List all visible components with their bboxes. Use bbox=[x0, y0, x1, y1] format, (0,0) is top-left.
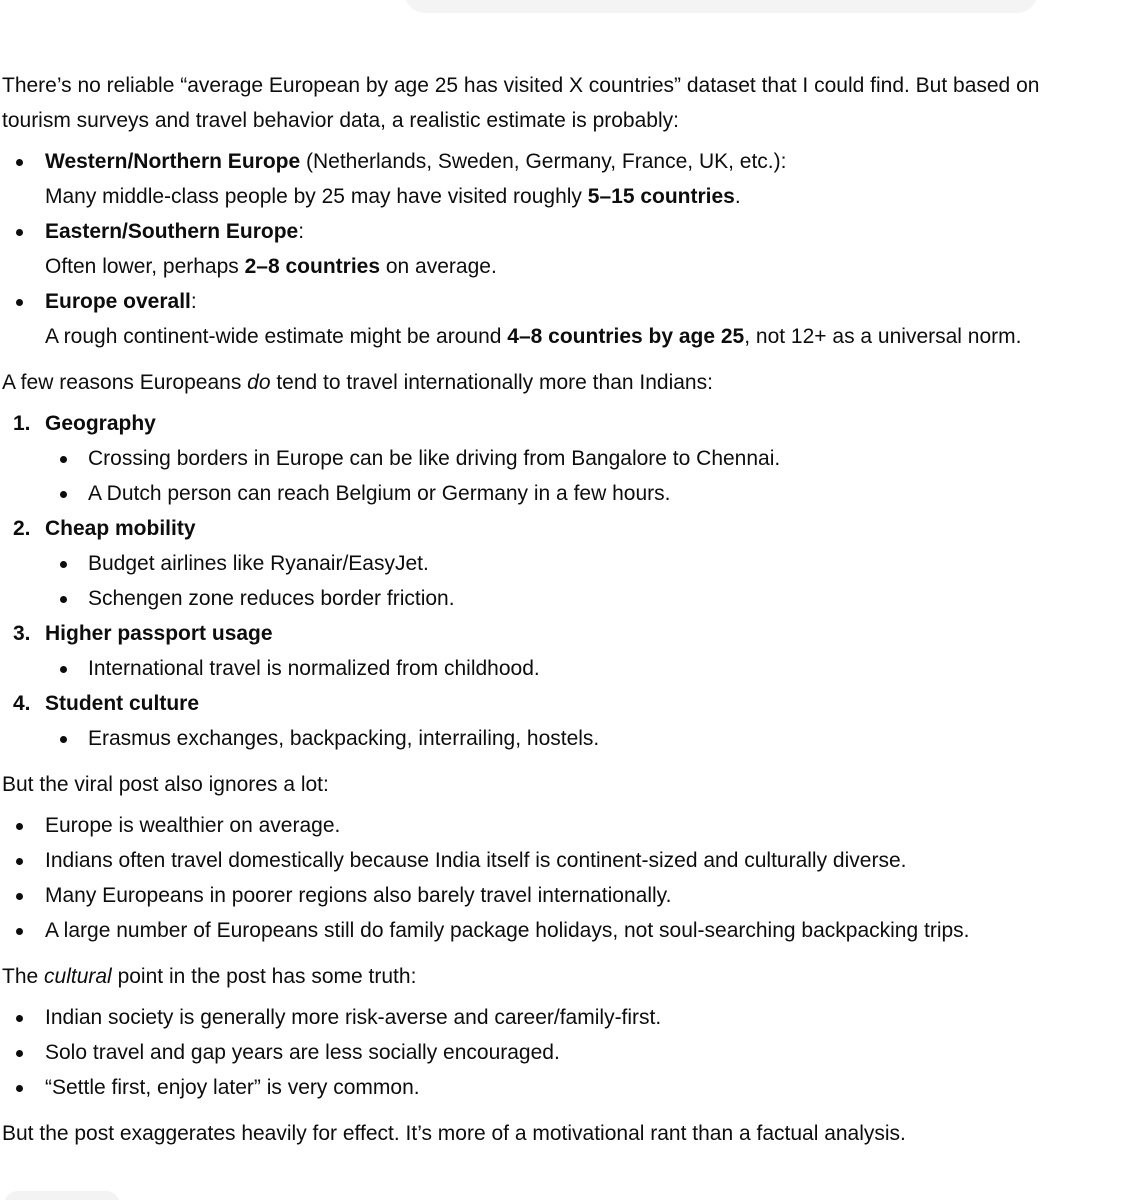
reason-item bbox=[2, 686, 1042, 756]
cultural-heading-emphasis: cultural bbox=[44, 965, 112, 988]
list-item bbox=[2, 214, 1042, 284]
estimate-text: Often lower, perhaps bbox=[45, 255, 245, 278]
reason-number: 3. bbox=[13, 622, 31, 645]
estimate-value: 2–8 countries bbox=[244, 255, 381, 278]
assistant-message bbox=[2, 68, 1042, 1157]
user-message-bubble bbox=[404, 0, 1038, 13]
estimate-suffix: (Netherlands, Sweden, Germany, France, UK, etc.): bbox=[300, 150, 787, 173]
list-item: Indian society is generally more risk-averse and career/family-first. bbox=[2, 1000, 1042, 1035]
ignores-heading: But the viral post also ignores a lot: bbox=[2, 773, 329, 796]
cultural-heading-text-end: point in the post has some truth: bbox=[111, 965, 417, 988]
reason-item bbox=[2, 406, 1042, 511]
estimate-text-end: on average. bbox=[380, 255, 497, 278]
cultural-heading-text: The bbox=[2, 965, 45, 988]
reason-points bbox=[45, 441, 1042, 511]
estimate-text-end: , not 12+ as a universal norm. bbox=[744, 325, 1022, 348]
reason-number: 1. bbox=[13, 412, 31, 435]
estimate-text-end: . bbox=[734, 185, 741, 208]
reasons-heading-emphasis: do bbox=[247, 371, 271, 394]
list-item: Indians often travel domestically because India itself is continent-sized and culturally diverse. bbox=[2, 843, 1042, 878]
list-item bbox=[2, 144, 1042, 214]
conclusion-paragraph: But the post exaggerates heavily for effect. It’s more of a motivational rant than a factual analysis. bbox=[2, 1122, 906, 1145]
intro-paragraph: There’s no reliable “average European by age 25 has visited X countries” dataset that I could find. But based on tourism surveys and travel behavior data, a realistic estimate is probably: bbox=[2, 74, 1040, 132]
list-item: Europe is wealthier on average. bbox=[2, 808, 1042, 843]
list-item: A large number of Europeans still do family package holidays, not soul-searching backpacking trips. bbox=[2, 913, 1042, 948]
reason-number: 2. bbox=[13, 517, 31, 540]
estimates-list bbox=[2, 144, 1042, 354]
cultural-heading bbox=[2, 959, 1042, 994]
reason-title: Geography bbox=[45, 412, 156, 435]
list-item: Budget airlines like Ryanair/EasyJet. bbox=[2, 546, 1042, 581]
estimate-suffix: : bbox=[298, 220, 305, 243]
estimate-title: Western/Northern Europe bbox=[45, 150, 301, 173]
reasons-heading-text-end: tend to travel internationally more than Indians: bbox=[270, 371, 713, 394]
list-item: International travel is normalized from childhood. bbox=[2, 651, 1042, 686]
list-item: Solo travel and gap years are less socially encouraged. bbox=[2, 1035, 1042, 1070]
reason-title: Student culture bbox=[45, 692, 200, 715]
reasons-heading bbox=[2, 365, 1042, 400]
list-item: Crossing borders in Europe can be like driving from Bangalore to Chennai. bbox=[2, 441, 1042, 476]
reason-title: Cheap mobility bbox=[45, 517, 196, 540]
reason-title: Higher passport usage bbox=[45, 622, 273, 645]
list-item: “Settle first, enjoy later” is very common. bbox=[2, 1070, 1042, 1105]
reason-points bbox=[45, 546, 1042, 616]
list-item bbox=[2, 284, 1042, 354]
estimate-value: 5–15 countries bbox=[587, 185, 735, 208]
estimate-title: Eastern/Southern Europe bbox=[45, 220, 299, 243]
list-item: Schengen zone reduces border friction. bbox=[2, 581, 1042, 616]
cultural-list bbox=[2, 1000, 1042, 1105]
reason-item bbox=[2, 616, 1042, 686]
reason-points bbox=[45, 651, 1042, 686]
list-item: Erasmus exchanges, backpacking, interrailing, hostels. bbox=[2, 721, 1042, 756]
estimate-text: Many middle-class people by 25 may have visited roughly bbox=[45, 185, 588, 208]
reason-item bbox=[2, 511, 1042, 616]
message-actions-bar[interactable] bbox=[4, 1191, 120, 1200]
ignores-list bbox=[2, 808, 1042, 948]
reasons-list bbox=[2, 406, 1042, 756]
list-item: A Dutch person can reach Belgium or Germany in a few hours. bbox=[2, 476, 1042, 511]
reasons-heading-text: A few reasons Europeans bbox=[2, 371, 248, 394]
reason-points bbox=[45, 721, 1042, 756]
estimate-title: Europe overall bbox=[45, 290, 191, 313]
list-item: Many Europeans in poorer regions also barely travel internationally. bbox=[2, 878, 1042, 913]
estimate-text: A rough continent-wide estimate might be around bbox=[45, 325, 508, 348]
reason-number: 4. bbox=[13, 692, 31, 715]
estimate-suffix: : bbox=[190, 290, 197, 313]
estimate-value: 4–8 countries by age 25 bbox=[507, 325, 745, 348]
